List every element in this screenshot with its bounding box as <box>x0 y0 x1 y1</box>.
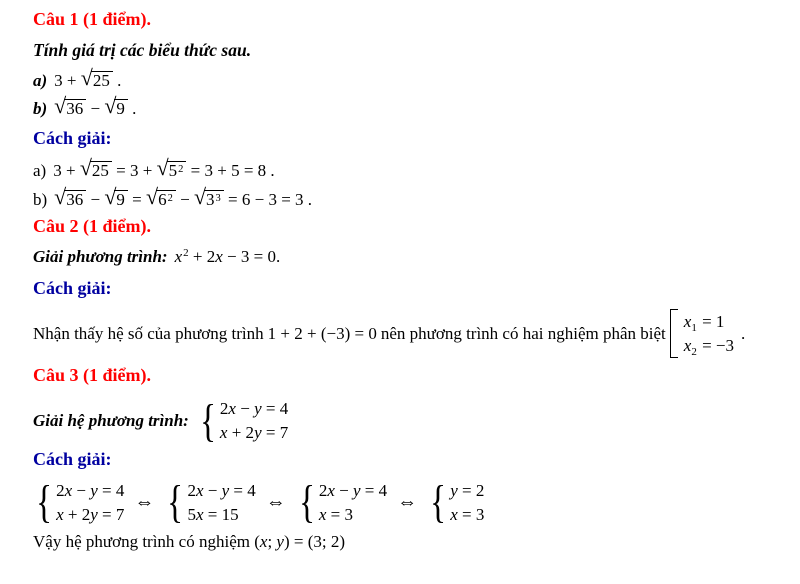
conclusion-math: (x; y) = (3; 2) <box>254 532 346 552</box>
section-3-heading: Câu 3 (1 điểm). <box>33 365 151 386</box>
sqrt-sign: √ <box>54 183 67 209</box>
math-variable: x <box>683 336 692 356</box>
problem-2-statement <box>33 246 790 267</box>
sqrt-sign: √ <box>156 155 169 181</box>
problem-3-statement <box>33 394 790 446</box>
exponent: 3 <box>215 192 221 204</box>
radicand: 25 <box>91 71 113 89</box>
math-text: = 3 + <box>111 161 157 181</box>
sqrt-sign: √ <box>54 92 67 118</box>
equation-system <box>33 476 125 528</box>
math-variable: x <box>174 247 183 267</box>
solution-1-item-b <box>33 183 790 210</box>
radicand <box>204 190 224 208</box>
section-1-heading: Câu 1 (1 điểm). <box>33 9 151 29</box>
sqrt-sign: √ <box>104 92 117 118</box>
sqrt-expression <box>80 65 113 91</box>
item-a-label: a) <box>33 161 47 181</box>
equations-column <box>56 480 124 525</box>
sqrt-sign: √ <box>80 65 93 91</box>
solution-3-chain <box>33 476 790 528</box>
iff-arrow: ⇔ <box>134 490 155 513</box>
equations-column <box>319 480 387 525</box>
equations-column <box>187 480 255 525</box>
conclusion-text: Vậy hệ phương trình có nghiệm <box>33 532 255 552</box>
solution-2-note <box>33 311 790 359</box>
math-text: − <box>86 189 105 209</box>
note-text-post: nên phương trình có hai nghiệm phân biệt <box>380 324 666 343</box>
math-text: 3 + <box>54 71 81 91</box>
radicand: 9 <box>114 190 128 208</box>
equation-1: 2x − y = 4 <box>56 480 125 500</box>
radicand-base: 6 <box>158 189 167 209</box>
equation-2: x = 3 <box>318 504 353 524</box>
exponent: 2 <box>167 192 173 204</box>
sqrt-sign: √ <box>193 183 207 209</box>
sqrt-sign: √ <box>146 183 159 209</box>
equation-2: x + 2y = 7 <box>219 423 289 443</box>
equation-1: 2x − y = 4 <box>187 480 256 500</box>
math-variable: x <box>683 312 692 332</box>
equation-system <box>296 476 388 528</box>
roots-column <box>683 311 735 359</box>
sqrt-sign: √ <box>104 183 117 209</box>
math-text: − <box>86 98 105 118</box>
radicand: 36 <box>64 99 86 117</box>
math-text: = <box>127 189 147 209</box>
equation-1: 2x − y = 4 <box>318 480 388 500</box>
math-text: 3 + <box>53 161 80 181</box>
sqrt-expression <box>54 92 86 118</box>
sqrt-expression <box>156 155 187 181</box>
left-curly-brace: { <box>36 476 53 528</box>
math-text: − <box>175 189 194 209</box>
subscript: 2 <box>691 346 697 359</box>
math-text: = −3 <box>697 336 735 356</box>
radicand-base: 3 <box>206 189 215 209</box>
iff-arrow: ⇔ <box>265 490 286 513</box>
math-text: = 6 − 3 = 3 . <box>223 189 313 209</box>
radicand-base: 5 <box>168 161 178 181</box>
exponent: 2 <box>178 164 184 176</box>
sqrt-expression <box>54 183 86 209</box>
left-square-bracket <box>670 309 678 358</box>
sqrt-expression <box>104 92 128 118</box>
item-a-label: a) <box>33 71 48 91</box>
iff-arrow: ⇔ <box>397 490 418 513</box>
root-2 <box>683 335 735 359</box>
equation-1: y = 2 <box>450 480 485 500</box>
sqrt-expression <box>146 183 176 209</box>
exponent: 2 <box>183 247 189 260</box>
math-text: . <box>127 98 137 118</box>
equation-2: x = 3 <box>450 504 485 524</box>
solution-1-label: Cách giải: <box>33 127 112 148</box>
item-b-label: b) <box>33 98 48 118</box>
equation-system <box>164 476 256 528</box>
problem-1-item-b <box>33 92 790 119</box>
equation-1: 2x − y = 4 <box>219 399 289 419</box>
solution-2-label: Cách giải: <box>33 277 112 298</box>
left-curly-brace: { <box>199 394 216 446</box>
solution-1-item-a <box>33 155 790 181</box>
radicand: 9 <box>114 99 128 117</box>
math-text: + 2x − 3 = 0. <box>188 247 281 267</box>
coefficient-sum-math: 1 + 2 + (−3) = 0 <box>267 324 377 343</box>
root-1 <box>683 311 734 335</box>
solution-3-label: Cách giải: <box>33 448 112 469</box>
math-text: = 1 <box>697 312 725 332</box>
sqrt-expression <box>193 183 224 209</box>
problem-3-label: Giải hệ phương trình: <box>33 411 189 430</box>
sentence-period: . <box>741 324 746 343</box>
left-curly-brace: { <box>167 476 184 528</box>
equation-2: x + 2y = 7 <box>56 504 125 524</box>
section-2-heading: Câu 2 (1 điểm). <box>33 215 151 236</box>
radicand <box>167 161 187 179</box>
left-curly-brace: { <box>430 476 447 528</box>
problem-1-statement: Tính giá trị các biểu thức sau. <box>33 39 252 60</box>
radicand: 36 <box>64 190 86 208</box>
equation-system <box>197 394 289 446</box>
note-text-pre: Nhận thấy hệ số của phương trình <box>33 324 264 343</box>
left-curly-brace: { <box>298 476 315 528</box>
sqrt-expression <box>104 183 128 209</box>
problem-1-item-a <box>33 65 790 91</box>
equation-system <box>427 476 485 528</box>
item-b-label: b) <box>33 189 48 209</box>
equation-2: 5x = 15 <box>187 504 239 524</box>
math-text: . <box>112 71 122 91</box>
subscript: 1 <box>691 322 697 335</box>
problem-2-label: Giải phương trình: <box>33 247 168 267</box>
math-text: = 3 + 5 = 8 . <box>186 161 275 181</box>
roots-bracket-system <box>670 311 735 359</box>
equations-column <box>220 398 288 443</box>
sqrt-sign: √ <box>79 155 92 181</box>
equations-column <box>450 480 484 525</box>
conclusion <box>33 531 790 552</box>
sqrt-expression <box>79 155 112 181</box>
radicand: 25 <box>90 161 112 179</box>
radicand <box>156 190 176 208</box>
